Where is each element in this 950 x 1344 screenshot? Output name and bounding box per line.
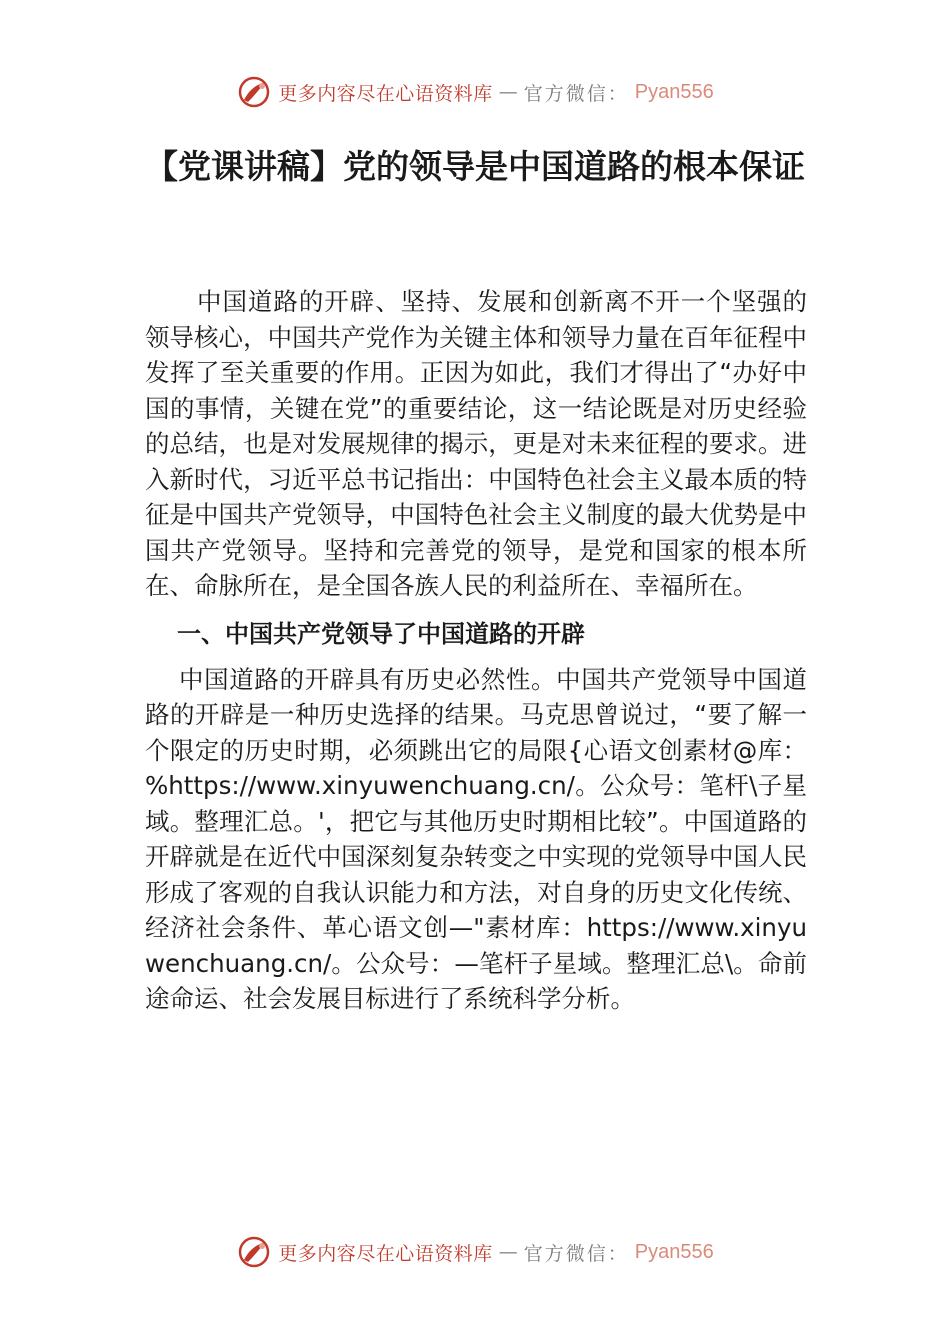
watermark-wechat-id: Pyan556: [634, 1240, 714, 1263]
document-body: [145, 284, 807, 1017]
watermark-wechat-label: 官方微信：: [523, 82, 629, 105]
watermark-dash: —: [498, 1241, 518, 1263]
footer-watermark: [0, 1232, 950, 1272]
watermark-wechat-label: 官方微信：: [523, 1242, 629, 1265]
section-paragraph: 中国道路的开辟具有历史必然性。中国共产党领导中国道路的开辟是一种历史选择的结果。马克思曾说过，“要了解一个限定的历史时期，必须跳出它的局限{心语文创素材@库：%https://www.xinyuwenchuang.cn/。公众号：笔杆\子星域。整理汇总。'，把它与其他历史时期相比较”。中国道路的开辟就是在近代中国深刻复杂转变之中实现的党领导中国人民形成了客观的自我认识能力和方法，对自身的历史文化传统、经济社会条件、革心语文创—"素材库：https://www.xinyuwenchuang.cn/。公众号：—笔杆子星域。整理汇总\。命前途命运、社会发展目标进行了系统科学分析。: [145, 664, 807, 1013]
intro-paragraph: 中国道路的开辟、坚持、发展和创新离不开一个坚强的领导核心，中国共产党作为关键主体和领导力量在百年征程中发挥了至关重要的作用。正因为如此，我们才得出了“办好中国的事情，关键在党”的重要结论，这一结论既是对历史经验的总结，也是对发展规律的揭示，更是对未来征程的要求。进入新时代，习近平总书记指出：中国特色社会主义最本质的特征是中国共产党领导，中国特色社会主义制度的最大优势是中国共产党领导。坚持和完善党的领导，是党和国家的根本所在、命脉所在，是全国各族人民的利益所在、幸福所在。: [145, 287, 807, 600]
brand-logo-icon: [236, 74, 272, 110]
brand-logo-icon: [236, 1234, 272, 1270]
watermark-wechat-id: Pyan556: [634, 80, 714, 103]
header-watermark: [0, 72, 950, 112]
section-heading: 一、中国共产党领导了中国道路的开辟: [177, 619, 585, 648]
watermark-site-text: 更多内容尽在心语资料库: [278, 1242, 493, 1265]
watermark-dash: —: [498, 81, 518, 103]
document-title: 【党课讲稿】党的领导是中国道路的根本保证: [145, 147, 805, 186]
watermark-site-text: 更多内容尽在心语资料库: [278, 82, 493, 105]
